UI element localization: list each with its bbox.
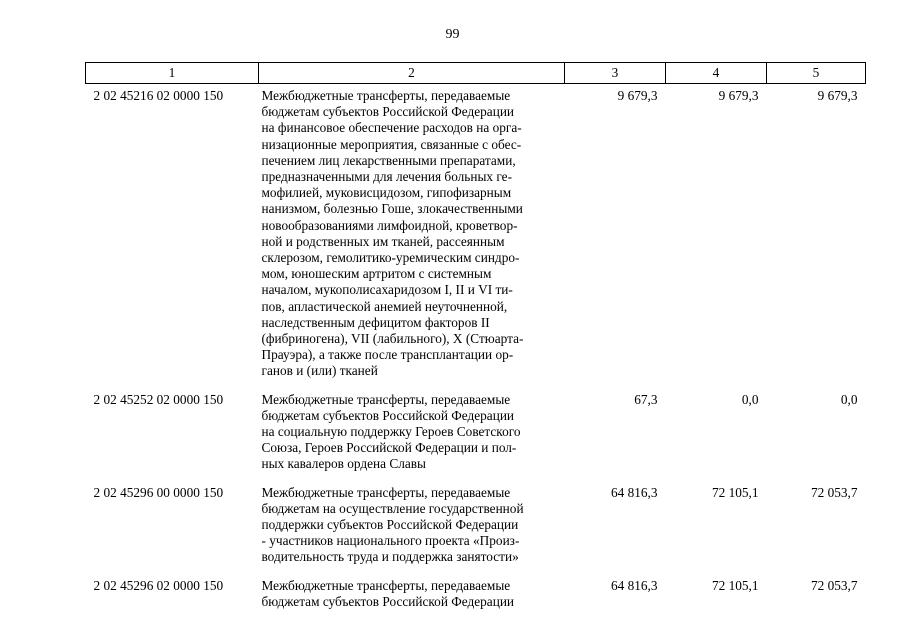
row-name: Межбюджетные трансферты, передаваемые бюджетам на осуществление государственной поддержки субъектов Российской Федерации - участников национального проекта «Произ- водительность труда и поддержка занятости»	[261, 484, 524, 565]
header-row	[86, 63, 866, 84]
table-body	[86, 84, 866, 611]
header-col-3: 3	[565, 63, 666, 84]
header-col-2: 2	[259, 63, 565, 84]
header-col-5: 5	[767, 63, 866, 84]
row-name: Межбюджетные трансферты, передаваемые бюджетам субъектов Российской Федерации на финансовое обеспечение расходов на орга- низационные мероприятия, связанные с обес- печением лиц лекарственными препаратами, предназначенными для лечения больных ге- мофилией, муковисцидозом, гипофизарным нанизмом, болезнью Гоше, злокачественными новообразованиями лимфоидной, кроветвор- ной и родственных им тканей, рассеянным склерозом, гемолитико-уремическим синдро- мом, юношеским артритом с системным началом, мукополисахаридозом I, II и VI ти- пов, апластической анемией неуточненной, наследственным дефицитом факторов II (фибриногена), VII (лабильного), X (Стюарта- Прауэра), а также после трансплантации ор- ганов и (или) тканей	[261, 88, 524, 379]
table-row	[86, 392, 866, 485]
row-name: Межбюджетные трансферты, передаваемые бюджетам субъектов Российской Федерации на социальную поддержку Героев Советского Союза, Героев Российской Федерации и пол- ных кавалеров ордена Славы	[261, 391, 521, 472]
row-value-5: 72 053,7	[810, 577, 858, 593]
row-value-5: 0,0	[840, 391, 858, 407]
row-value-3: 64 816,3	[610, 577, 658, 593]
table-header	[86, 63, 866, 84]
budget-table	[85, 62, 866, 610]
row-value-3: 67,3	[634, 391, 658, 407]
row-code: 2 02 45216 02 0000 150	[93, 88, 224, 103]
row-value-4: 72 105,1	[711, 484, 759, 500]
row-value-3: 9 679,3	[617, 88, 658, 103]
row-value-5: 72 053,7	[810, 484, 858, 500]
table-row	[86, 485, 866, 578]
header-col-1: 1	[86, 63, 259, 84]
header-col-4: 4	[666, 63, 767, 84]
page-number: 99	[445, 27, 460, 42]
row-value-4: 0,0	[741, 391, 759, 407]
row-value-4: 72 105,1	[711, 577, 759, 593]
row-code: 2 02 45296 00 0000 150	[93, 484, 224, 500]
row-value-3: 64 816,3	[610, 484, 658, 500]
table-row	[86, 578, 866, 610]
row-value-4: 9 679,3	[718, 88, 759, 103]
row-code: 2 02 45296 02 0000 150	[93, 577, 224, 593]
table-row	[86, 84, 866, 392]
row-value-5: 9 679,3	[817, 88, 858, 103]
row-name: Межбюджетные трансферты, передаваемые бюджетам субъектов Российской Федерации	[261, 577, 515, 609]
row-code: 2 02 45252 02 0000 150	[93, 391, 224, 407]
